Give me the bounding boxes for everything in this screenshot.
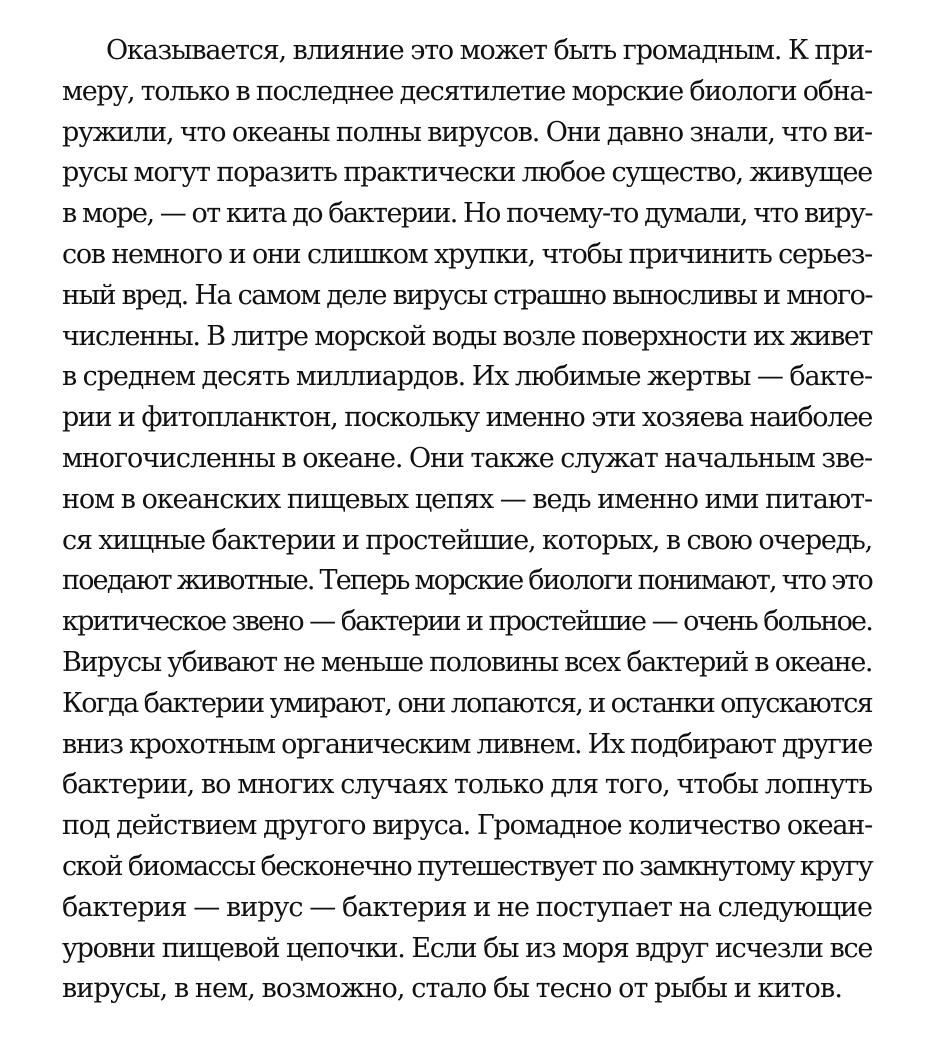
text-line: под действием другого вируса. Громадное количество океан- (62, 810, 872, 842)
text-line: многочисленны в океане. Они также служат начальным зве- (62, 442, 872, 474)
text-line: ской биомассы бесконечно путешествует по замкнутому кругу (62, 850, 872, 882)
text-line: ружили, что океаны полны вирусов. Они давно знали, что ви- (62, 116, 872, 148)
text-line: поедают животные. Теперь морские биологи понимают, что это (62, 565, 872, 597)
text-line: рии и фитопланктон, поскольку именно эти хозяева наиболее (62, 402, 872, 434)
text-line: в море, — от кита до бактерии. Но почему-то думали, что виру- (62, 198, 872, 230)
text-line: численны. В литре морской воды возле поверхности их живет (62, 320, 872, 352)
text-line: вирусы, в нем, возможно, стало бы тесно от рыбы и китов. (62, 973, 843, 1005)
text-line: Когда бактерии умирают, они лопаются, и останки опускаются (62, 687, 872, 719)
text-line: ный вред. На самом деле вирусы страшно выносливы и много- (62, 279, 872, 311)
book-page (62, 31, 872, 1010)
text-line: ном в океанских пищевых цепях — ведь именно ими питают- (62, 483, 872, 515)
text-line: русы могут поразить практически любое существо, живущее (62, 157, 872, 189)
text-line: сов немного и они слишком хрупки, чтобы причинить серьез- (62, 238, 872, 270)
text-line: бактерия — вирус — бактерия и не поступает на следующие (62, 891, 872, 923)
text-line: меру, только в последнее десятилетие морские биологи обна- (62, 75, 872, 107)
text-line: вниз крохотным органическим ливнем. Их подбирают другие (62, 728, 872, 760)
text-line: уровни пищевой цепочки. Если бы из моря вдруг исчезли все (62, 932, 872, 964)
text-line: бактерии, во многих случаях только для того, чтобы лопнуть (62, 769, 872, 801)
body-paragraph (62, 31, 872, 1010)
text-line: критическое звено — бактерии и простейшие — очень больное. (62, 606, 872, 638)
text-line: Оказывается, влияние это может быть громадным. К при- (106, 35, 872, 66)
text-line: в среднем десять миллиардов. Их любимые жертвы — бакте- (62, 361, 872, 393)
text-line: ся хищные бактерии и простейшие, которых, в свою очередь, (62, 524, 872, 556)
text-line: Вирусы убивают не меньше половины всех бактерий в океане. (62, 646, 872, 678)
